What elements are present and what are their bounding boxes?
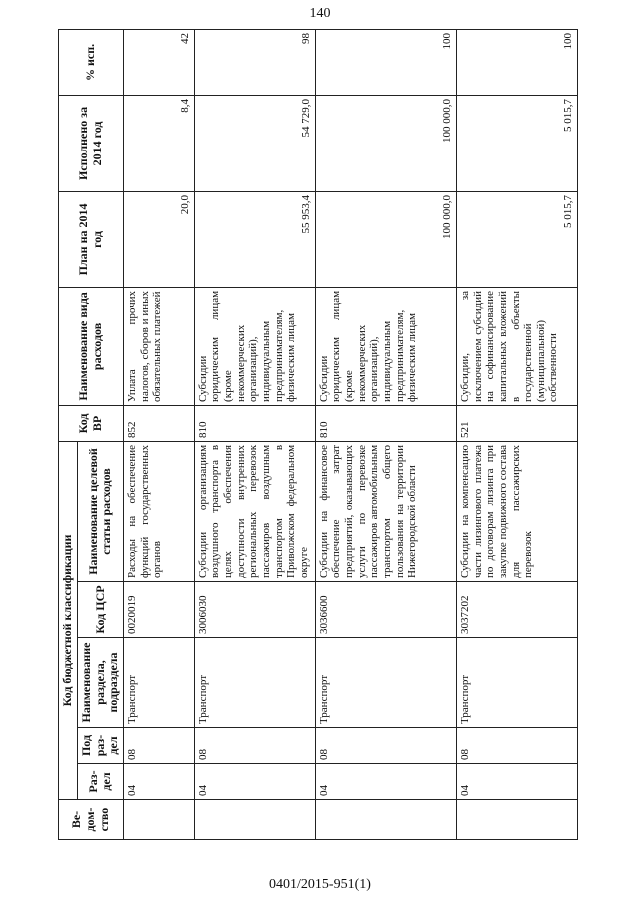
- cell-naim-vr: Субсидии юридическим лицам (кроме некоммерческих организаций), индивидуальным предпринимателям, физическим лицам: [315, 287, 456, 405]
- cell-kod-csr: 3037202: [456, 582, 577, 638]
- cell-ispolneno: 100 000,0: [315, 95, 456, 191]
- cell-razdel: 04: [315, 764, 456, 800]
- cell-razdel: 04: [456, 764, 577, 800]
- header-kod-vr: Код ВР: [59, 405, 124, 441]
- cell-vedomstvo: [456, 800, 577, 840]
- cell-naim-csr: Субсидии на финансовое обеспечение затрат предприятий, оказывающих услуги по перевозке пассажиров автомобильным транспортом общего пользования на территории Нижегородской области: [315, 441, 456, 581]
- header-ispolneno: Исполнено за 2014 год: [59, 95, 124, 191]
- cell-naim-vr: Субсидии, за исключением субсидий на софинансирование капитальных вложений в объекты государственной (муниципальной) собственности: [456, 287, 577, 405]
- cell-naim-csr: Субсидии на компенсацию части лизингового платежа по договорам лизинга при закупке подвижного состава для пассажирских перевозок: [456, 441, 577, 581]
- cell-kod-vr: 521: [456, 405, 577, 441]
- header-razdel: Раз-дел: [77, 764, 123, 800]
- cell-podrazdel: 08: [124, 728, 195, 764]
- header-group: Код бюджетной классификации: [59, 441, 78, 799]
- document-code: 0401/2015-951(1): [269, 877, 371, 892]
- cell-vedomstvo: [124, 800, 195, 840]
- cell-plan: 20,0: [124, 191, 195, 287]
- cell-percent: 100: [315, 29, 456, 95]
- header-naim-csr: Наименование целевой статьи расходов: [77, 441, 123, 581]
- cell-naim-razdela: Транспорт: [315, 638, 456, 728]
- table-row: [456, 29, 577, 839]
- header-podrazdel: Под раз-дел: [77, 728, 123, 764]
- cell-naim-csr: Расходы на обеспечение функций государственных органов: [124, 441, 195, 581]
- header-plan: План на 2014 год: [59, 191, 124, 287]
- header-naim-razdela: Наименование раздела, подраздела: [77, 638, 123, 728]
- cell-plan: 5 015,7: [456, 191, 577, 287]
- cell-ispolneno: 54 729,0: [194, 95, 315, 191]
- cell-razdel: 04: [124, 764, 195, 800]
- cell-kod-vr: 810: [194, 405, 315, 441]
- cell-razdel: 04: [194, 764, 315, 800]
- cell-percent: 42: [124, 29, 195, 95]
- table-row: [315, 29, 456, 839]
- header-naim-vr: Наименование вида расходов: [59, 287, 124, 405]
- cell-vedomstvo: [315, 800, 456, 840]
- cell-naim-vr: Уплата прочих налогов, сборов и иных обязательных платежей: [124, 287, 195, 405]
- cell-naim-razdela: Транспорт: [124, 638, 195, 728]
- header-percent: % исп.: [59, 29, 124, 95]
- cell-kod-vr: 852: [124, 405, 195, 441]
- cell-naim-razdela: Транспорт: [194, 638, 315, 728]
- cell-podrazdel: 08: [315, 728, 456, 764]
- budget-table: [58, 29, 578, 840]
- cell-naim-razdela: Транспорт: [456, 638, 577, 728]
- header-vedomstvo: Ве-дом-ство: [59, 800, 124, 840]
- cell-kod-vr: 810: [315, 405, 456, 441]
- cell-vedomstvo: [194, 800, 315, 840]
- cell-percent: 100: [456, 29, 577, 95]
- cell-ispolneno: 5 015,7: [456, 95, 577, 191]
- cell-percent: 98: [194, 29, 315, 95]
- header-kod-csr: Код ЦСР: [77, 582, 123, 638]
- cell-kod-csr: 0020019: [124, 582, 195, 638]
- cell-plan: 55 953,4: [194, 191, 315, 287]
- cell-kod-csr: 3036600: [315, 582, 456, 638]
- cell-naim-vr: Субсидии юридическим лицам (кроме некоммерческих организаций), индивидуальным предпринимателям, физическим лицам: [194, 287, 315, 405]
- cell-naim-csr: Субсидии организациям воздушного транспорта в целях обеспечения доступности внутренних региональных перевозок пассажиров воздушным транспортом в Приволжском федеральном округе: [194, 441, 315, 581]
- table-row: [194, 29, 315, 839]
- page-number: 140: [309, 6, 331, 21]
- cell-plan: 100 000,0: [315, 191, 456, 287]
- cell-ispolneno: 8,4: [124, 95, 195, 191]
- cell-podrazdel: 08: [456, 728, 577, 764]
- header-row-1: [59, 29, 78, 839]
- cell-podrazdel: 08: [194, 728, 315, 764]
- table-row: [124, 29, 195, 839]
- rotated-table-wrapper: [58, 30, 578, 840]
- cell-kod-csr: 3006030: [194, 582, 315, 638]
